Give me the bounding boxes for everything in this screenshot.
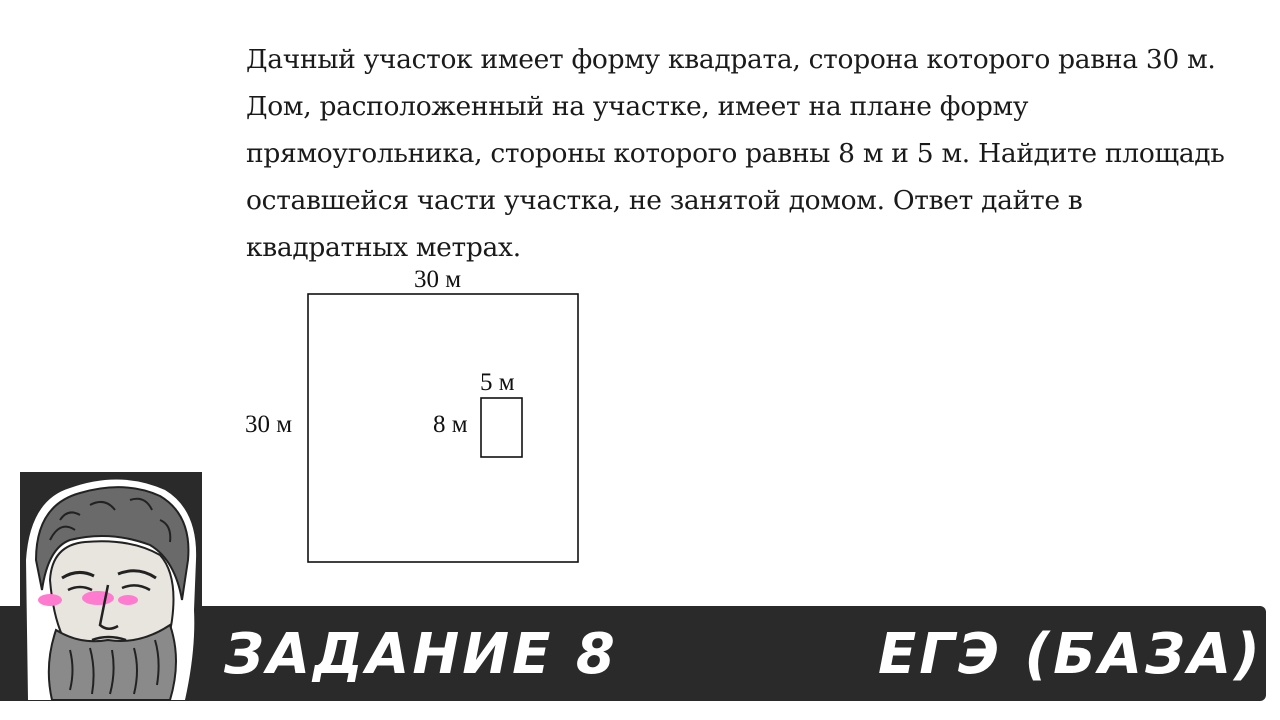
problem-line: Дом, расположенный на участке, имеет на плане форму — [246, 91, 1029, 122]
philosopher-portrait-icon — [0, 0, 220, 720]
plot-top-label: 30 м — [414, 266, 462, 293]
exam-label: ЕГЭ (БАЗА) — [878, 622, 1263, 687]
problem-line: квадратных метрах. — [246, 232, 521, 263]
plot-left-label: 30 м — [245, 411, 293, 438]
task-label: ЗАДАНИЕ 8 — [224, 622, 618, 687]
house-top-label: 5 м — [480, 369, 515, 396]
house-left-label: 8 м — [433, 411, 468, 438]
problem-line: оставшейся части участка, не занятой домом. Ответ дайте в — [246, 185, 1083, 216]
problem-line: прямоугольника, стороны которого равны 8 м и 5 м. Найдите площадь — [246, 138, 1225, 169]
house-rectangle — [481, 398, 522, 457]
problem-line: Дачный участок имеет форму квадрата, сторона которого равна 30 м. — [246, 44, 1216, 75]
